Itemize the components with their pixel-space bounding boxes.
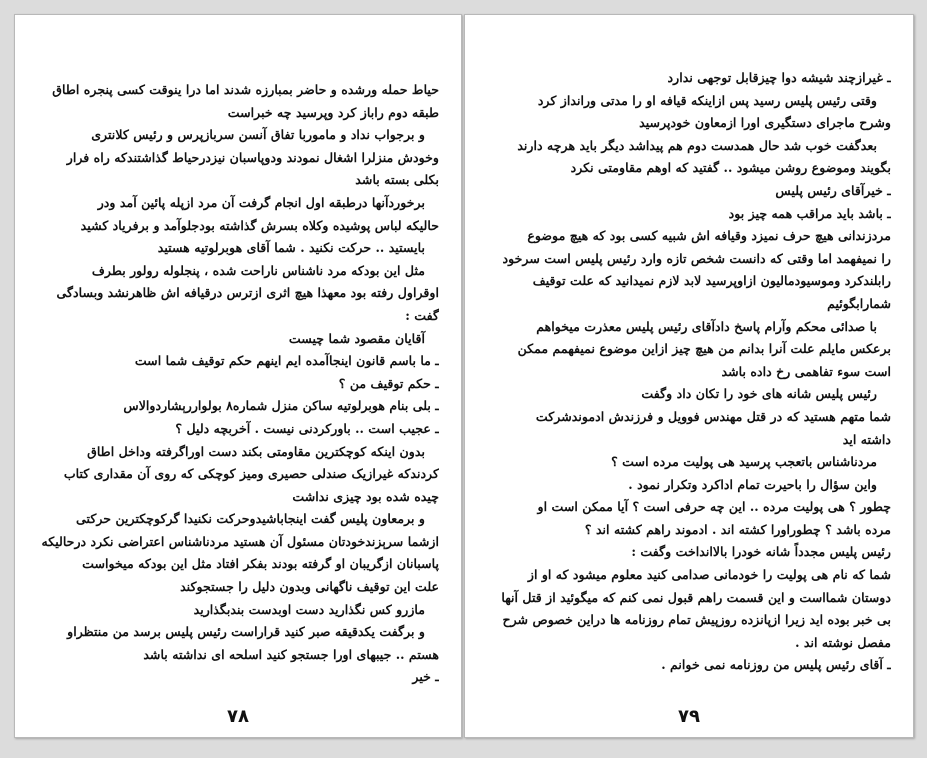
text-line: حالیکه لباس پوشیده وکلاه بسرش گذاشته بودجلوآمد و برفرياد کشید	[80, 217, 439, 233]
text-line: و برگفت یکدقیقه صبر کنید قراراست رئیس پلیس برسد من منتظراو	[67, 624, 425, 640]
text-line: مرده باشد ؟ چطوراورا کشته اند . ادموند راهم کشته اند ؟	[584, 521, 891, 537]
text-line: وشرح ماجرای دستگیری اورا ازمعاون خودپرسید	[639, 115, 891, 131]
text-line: پاسبانان ازگریبان او گرفته بودند بفکر افتاد مثل این بودکه میخواست	[82, 556, 439, 572]
text-line: ـ آقای رئیس پلیس من روزنامه نمی خوانم .	[661, 657, 891, 673]
text-line: رابلندکرد وموسیودمالیون ازاوپرسید لابد لازم نمیدانید که علت توقیف	[532, 273, 891, 289]
text-line: و برمعاون پلیس گفت اینجاباشیدوحرکت نکنیدا گرکوچکترین حرکتی	[76, 511, 425, 527]
text-line: اوقراول رفته بود معهذا هیچ اثری ازترس درقیافه اش ظاهرنشد وبسادگی	[56, 285, 439, 301]
text-line: رئیس پلیس مجدداً شانه خودرا بالاانداخت وگفت :	[631, 544, 891, 560]
text-line: ـ خير	[412, 669, 439, 685]
text-line: ـ حکم توقیف من ؟	[338, 375, 439, 391]
text-line: رئیس پلیس شانه های خود را تکان داد وگفت	[641, 386, 877, 402]
text-line: بی خبر بوده اید زیرا ازپانزده روزپیش تمام روزنامه ها دراین خصوص شرح	[502, 612, 891, 628]
text-line: بگویند وموضوع روشن میشود .. گفتید که اوهم مقاومتی نکرد	[570, 160, 891, 176]
text-line: با صدائی محکم وآرام پاسخ دادآقای رئیس پلیس معذرت میخواهم	[536, 318, 877, 334]
text-line: هستم .. جیبهای اورا جستجو کنید اسلحه ای نداشته باشد	[143, 646, 439, 662]
text-line: بایستید .. حرکت نکنید . شما آقای هوبرلوتیه هستید	[157, 240, 425, 256]
text-line: مثل این بودکه مرد ناشناس ناراحت شده ، پنجلوله رولور بطرف	[91, 262, 425, 278]
text-line: برعکس مایلم علت آنرا بدانم من هیچ چیز ازاین موضوع نمیفهمم ممکن	[517, 341, 891, 357]
text-line: را نمیفهمد اما وقتی که دانست شخص تازه وارد رئیس پلیس است سرخود	[502, 250, 891, 266]
text-line: چطور ؟ هی پولیت مرده .. این چه حرفی است ؟ آیا ممکن است او	[537, 499, 891, 515]
text-line: است سوء تفاهمی رخ داده باشد	[721, 363, 891, 379]
text-line: چیده شده بود چیزی نداشت	[292, 488, 439, 504]
right-page-text	[487, 67, 891, 677]
text-line: و برجواب نداد و ماموربا تفاق آنسن سربازپرس و رئیس کلانتری	[91, 127, 425, 143]
text-line: بدون اینکه کوچکترین مقاومتی بکند دست اوراگرفته وداخل اطاق	[87, 443, 425, 459]
text-line: مردناشناس باتعجب پرسید هی پولیت مرده است ؟	[611, 454, 877, 470]
text-line: بعدگفت خوب شد حال همدست دوم هم پیداشد دیگر باید هرچه دارند	[517, 137, 877, 153]
text-line: واین سؤال را باحیرت تمام اداکرد وتکرار نمود .	[628, 476, 877, 492]
right-page-number: ۷۹	[678, 706, 700, 727]
text-line: ـ بلی بنام هوبرلوتیه ساکن منزل شماره۸ بولواررېشاردوالاس	[123, 398, 439, 414]
text-line: برخوردآنها درطبقه اول انجام گرفت آن مرد ازپله پائین آمد ودر	[97, 194, 425, 210]
text-line: کردندکه غیرازیک صندلی حصیری ومیز کوچکی که روی آن مقداری کتاب	[63, 466, 439, 482]
text-line: مردزندانی هیچ حرف نمیزد وقیافه اش شبیه کسی بود که هیچ موضوع	[527, 228, 891, 244]
text-line: ازشما سرېزندخودتان مسئول آن هستید مردناشناس اعتراضی نکرد درحالیکه	[41, 533, 439, 549]
text-line: داشته اید	[842, 431, 891, 447]
text-line: شما که نام هی پولیت را خودمانی صدامی کنید معلوم میشود که او از	[527, 567, 891, 583]
text-line: علت این توقیف ناگهانی وبدون دلیل را جستجوکند	[180, 579, 439, 595]
text-line: وقتی رئیس پلیس رسید پس ازاینکه قیافه او را مدتی ورانداز کرد	[537, 92, 877, 108]
text-line: بکلی بسته باشد	[355, 172, 439, 188]
text-line: ـ عجیب است .. باورکردنی نیست . آخربچه دلیل ؟	[175, 420, 439, 436]
text-line: ـ باشد باید مراقب همه چیز بود	[728, 205, 891, 221]
text-line: ـ ما باسم قانون اینجاآمده ایم اینهم حکم توقیف شما است	[134, 353, 439, 369]
text-line: دوستان شمااست و این قسمت راهم قبول نمی کنم که میگوئید از قتل آنها	[501, 589, 891, 605]
text-line: طبقه دوم راباز کرد وپرسید چه خبراست	[227, 104, 439, 120]
text-line: گفت :	[405, 307, 439, 323]
text-line: شمارابگوئیم	[827, 295, 891, 311]
left-page-number: ۷۸	[227, 706, 249, 727]
text-line: وخودش منزلرا اشغال نمودند ودوپاسبان نیزدرحیاط گذاشتندکه راه فرار	[66, 149, 439, 165]
text-line: مفصل نوشته اند .	[795, 634, 891, 650]
right-page	[464, 14, 914, 738]
text-line: مازرو کس نگذارید دست اوبدست بندبگذارید	[193, 601, 425, 617]
text-line: آقایان مقصود شما چیست	[288, 330, 425, 346]
left-page	[14, 14, 462, 738]
text-line: شما متهم هستید که در قتل مهندس فوویل و فرزندش ادموندشرکت	[535, 408, 891, 424]
text-line: ـ خیرآقای رئیس پلیس	[775, 182, 891, 198]
text-line: ـ غیرازچند شیشه دوا چیزقابل توجهی ندارد	[667, 70, 891, 85]
left-page-text	[37, 79, 439, 689]
text-line: حیاط حمله ورشده و حاضر بمبارزه شدند اما درا ینوقت کسی پنجره اطاق	[52, 82, 439, 97]
